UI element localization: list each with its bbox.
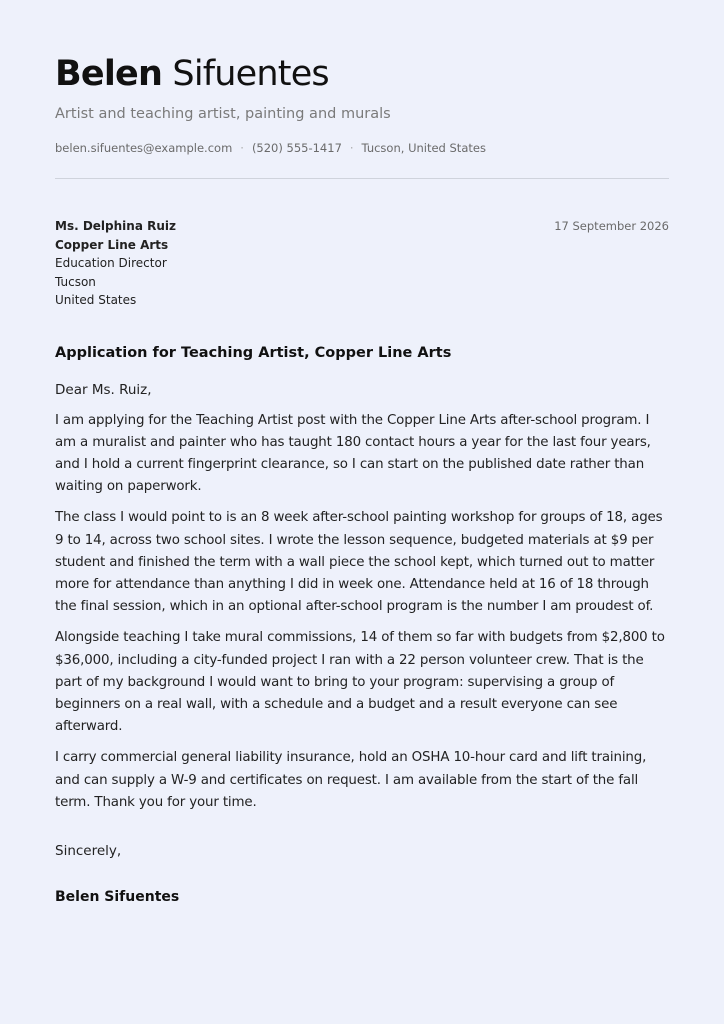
body-paragraph: The class I would point to is an 8 week after-school painting workshop for groups of 18, ages 9 to 14, across two school sites. I wrote the lesson sequence, budgeted materials at $9 per student and finished the term with a wall piece the school kept, which turned out to matter more for attendance than anything I did in week one. Attendance held at 16 of 18 through the final session, which in an optional after-school program is the number I am proudest of.: [55, 510, 663, 615]
separator: ·: [240, 141, 244, 155]
tagline: Artist and teaching artist, painting and murals: [55, 106, 391, 122]
closing: Sincerely,: [55, 842, 122, 859]
separator: ·: [349, 141, 354, 155]
location: Tucson, United States: [361, 141, 486, 155]
contact-line: [55, 140, 669, 156]
body-paragraph: Alongside teaching I take mural commissions, 14 of them so far with budgets from $2,800 to $36,000, including a city-funded project I ran with a 22 person volunteer crew. That is the part of my background I would want to bring to your program: supervising a group of beginners on a real wall, with a schedule and a budget and a result everyone can see afterward.: [55, 630, 665, 735]
letter-subject: Application for Teaching Artist, Copper Line Arts: [55, 344, 452, 361]
phone-number: (520) 555-1417: [251, 141, 342, 155]
last-name: Sifuentes: [172, 54, 329, 94]
recipient-block: [55, 217, 669, 310]
applicant-name: [55, 52, 669, 96]
letter-date: 17 September 2026: [554, 219, 669, 233]
cover-letter: [55, 52, 669, 907]
recipient-organization: Copper Line Arts: [55, 237, 169, 252]
recipient-country: United States: [55, 293, 137, 307]
greeting: Dear Ms. Ruiz,: [55, 381, 152, 398]
first-name: Belen: [55, 54, 163, 94]
recipient-title: Education Director: [55, 256, 167, 270]
divider: [55, 178, 669, 179]
body-paragraph: I carry commercial general liability insurance, hold an OSHA 10-hour card and lift training, and can supply a W-9 and certificates on request. I am available from the start of the fall term. Thank you for your time.: [55, 750, 647, 810]
recipient-name: Ms. Delphina Ruiz: [55, 219, 176, 233]
signature: Belen Sifuentes: [55, 888, 180, 905]
body-paragraph: I am applying for the Teaching Artist post with the Copper Line Arts after-school program. I am a muralist and painter who has taught 180 contact hours a year for the last four years, and I hold a current fingerprint clearance, so I can start on the published date rather than waiting on paperwork.: [55, 412, 651, 495]
recipient-city: Tucson: [55, 274, 96, 289]
email-link[interactable]: belen.sifuentes@example.com: [55, 141, 233, 155]
